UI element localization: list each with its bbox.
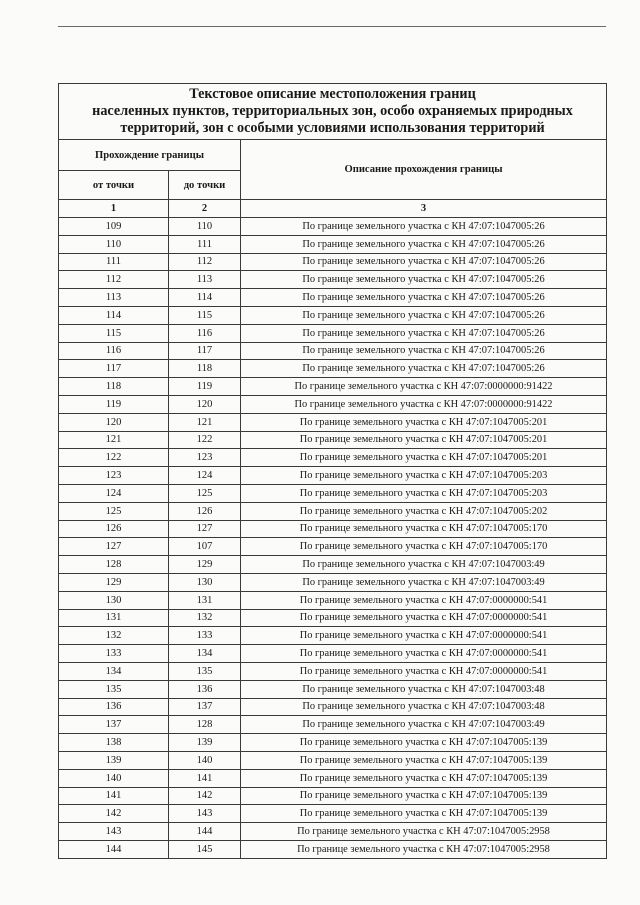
from-point-cell: 139 (59, 751, 169, 769)
to-point-cell: 143 (169, 805, 241, 823)
from-point-cell: 121 (59, 431, 169, 449)
description-cell: По границе земельного участка с КН 47:07:1047005:26 (241, 271, 607, 289)
to-point-cell: 128 (169, 716, 241, 734)
from-point-cell: 110 (59, 235, 169, 253)
description-cell: По границе земельного участка с КН 47:07:1047005:170 (241, 538, 607, 556)
table-row (59, 253, 607, 271)
to-point-cell: 111 (169, 235, 241, 253)
table-row (59, 520, 607, 538)
table-row (59, 805, 607, 823)
description-cell: По границе земельного участка с КН 47:07:1047005:139 (241, 805, 607, 823)
from-point-cell: 129 (59, 573, 169, 591)
description-cell: По границе земельного участка с КН 47:07:1047005:139 (241, 734, 607, 752)
table-title-line-2: населенных пунктов, территориальных зон, особо охраняемых природных (92, 103, 573, 119)
description-cell: По границе земельного участка с КН 47:07:1047003:49 (241, 716, 607, 734)
boundary-description-table (58, 83, 607, 859)
description-cell: По границе земельного участка с КН 47:07:1047005:2958 (241, 823, 607, 841)
description-cell: По границе земельного участка с КН 47:07:1047005:203 (241, 484, 607, 502)
description-cell: По границе земельного участка с КН 47:07:0000000:541 (241, 609, 607, 627)
from-point-cell: 112 (59, 271, 169, 289)
table-row (59, 556, 607, 574)
from-point-cell: 119 (59, 395, 169, 413)
description-cell: По границе земельного участка с КН 47:07:1047005:26 (241, 289, 607, 307)
from-point-cell: 130 (59, 591, 169, 609)
table-row (59, 573, 607, 591)
to-point-cell: 117 (169, 342, 241, 360)
description-cell: По границе земельного участка с КН 47:07:1047003:49 (241, 573, 607, 591)
table-row (59, 378, 607, 396)
table-title-line-3: территорий, зон с особыми условиями использования территорий (120, 120, 545, 136)
header-from-point: от точки (59, 171, 169, 200)
table-row (59, 467, 607, 485)
header-description: Описание прохождения границы (241, 140, 607, 200)
table-row (59, 591, 607, 609)
from-point-cell: 125 (59, 502, 169, 520)
description-cell: По границе земельного участка с КН 47:07:1047005:170 (241, 520, 607, 538)
table-row (59, 413, 607, 431)
from-point-cell: 114 (59, 306, 169, 324)
table-title-line-1: Текстовое описание местоположения границ (189, 86, 476, 102)
column-number-3: 3 (241, 200, 607, 218)
description-cell: По границе земельного участка с КН 47:07:0000000:541 (241, 645, 607, 663)
table-row (59, 680, 607, 698)
description-cell: По границе земельного участка с КН 47:07:1047005:202 (241, 502, 607, 520)
description-cell: По границе земельного участка с КН 47:07:0000000:91422 (241, 378, 607, 396)
table-row (59, 627, 607, 645)
table-row (59, 662, 607, 680)
table-row (59, 645, 607, 663)
from-point-cell: 122 (59, 449, 169, 467)
from-point-cell: 123 (59, 467, 169, 485)
description-cell: По границе земельного участка с КН 47:07:1047005:139 (241, 751, 607, 769)
table-row (59, 769, 607, 787)
from-point-cell: 140 (59, 769, 169, 787)
to-point-cell: 134 (169, 645, 241, 663)
description-cell: По границе земельного участка с КН 47:07:1047005:201 (241, 449, 607, 467)
description-cell: По границе земельного участка с КН 47:07:0000000:541 (241, 662, 607, 680)
from-point-cell: 127 (59, 538, 169, 556)
from-point-cell: 131 (59, 609, 169, 627)
table-row (59, 431, 607, 449)
to-point-cell: 131 (169, 591, 241, 609)
from-point-cell: 120 (59, 413, 169, 431)
from-point-cell: 117 (59, 360, 169, 378)
from-point-cell: 133 (59, 645, 169, 663)
header-to-point: до точки (169, 171, 241, 200)
to-point-cell: 113 (169, 271, 241, 289)
from-point-cell: 109 (59, 218, 169, 236)
table-row (59, 306, 607, 324)
to-point-cell: 123 (169, 449, 241, 467)
table-row (59, 823, 607, 841)
to-point-cell: 114 (169, 289, 241, 307)
table-row (59, 235, 607, 253)
table-row (59, 502, 607, 520)
description-cell: По границе земельного участка с КН 47:07:1047005:26 (241, 218, 607, 236)
to-point-cell: 145 (169, 840, 241, 858)
to-point-cell: 129 (169, 556, 241, 574)
to-point-cell: 118 (169, 360, 241, 378)
description-cell: По границе земельного участка с КН 47:07:1047005:2958 (241, 840, 607, 858)
description-cell: По границе земельного участка с КН 47:07:0000000:541 (241, 591, 607, 609)
to-point-cell: 116 (169, 324, 241, 342)
to-point-cell: 107 (169, 538, 241, 556)
to-point-cell: 121 (169, 413, 241, 431)
header-passage: Прохождение границы (59, 140, 241, 171)
from-point-cell: 118 (59, 378, 169, 396)
to-point-cell: 110 (169, 218, 241, 236)
table-row (59, 360, 607, 378)
from-point-cell: 135 (59, 680, 169, 698)
table-row (59, 538, 607, 556)
description-cell: По границе земельного участка с КН 47:07:1047005:26 (241, 360, 607, 378)
to-point-cell: 140 (169, 751, 241, 769)
from-point-cell: 116 (59, 342, 169, 360)
description-cell: По границе земельного участка с КН 47:07:1047005:26 (241, 235, 607, 253)
from-point-cell: 132 (59, 627, 169, 645)
description-cell: По границе земельного участка с КН 47:07:1047003:48 (241, 680, 607, 698)
to-point-cell: 142 (169, 787, 241, 805)
table-row (59, 324, 607, 342)
to-point-cell: 122 (169, 431, 241, 449)
to-point-cell: 130 (169, 573, 241, 591)
table-row (59, 218, 607, 236)
table-row (59, 716, 607, 734)
table-row (59, 787, 607, 805)
top-rule (58, 26, 606, 27)
table-row (59, 751, 607, 769)
description-cell: По границе земельного участка с КН 47:07:1047005:139 (241, 787, 607, 805)
to-point-cell: 141 (169, 769, 241, 787)
to-point-cell: 120 (169, 395, 241, 413)
from-point-cell: 128 (59, 556, 169, 574)
table-title (59, 84, 607, 140)
description-cell: По границе земельного участка с КН 47:07:1047005:201 (241, 413, 607, 431)
table-row (59, 734, 607, 752)
column-number-1: 1 (59, 200, 169, 218)
from-point-cell: 111 (59, 253, 169, 271)
from-point-cell: 141 (59, 787, 169, 805)
from-point-cell: 137 (59, 716, 169, 734)
from-point-cell: 144 (59, 840, 169, 858)
to-point-cell: 139 (169, 734, 241, 752)
from-point-cell: 124 (59, 484, 169, 502)
table-row (59, 609, 607, 627)
description-cell: По границе земельного участка с КН 47:07:1047005:203 (241, 467, 607, 485)
from-point-cell: 142 (59, 805, 169, 823)
to-point-cell: 126 (169, 502, 241, 520)
description-cell: По границе земельного участка с КН 47:07:1047003:49 (241, 556, 607, 574)
description-cell: По границе земельного участка с КН 47:07:1047005:139 (241, 769, 607, 787)
from-point-cell: 138 (59, 734, 169, 752)
description-cell: По границе земельного участка с КН 47:07:0000000:91422 (241, 395, 607, 413)
table-row (59, 449, 607, 467)
from-point-cell: 143 (59, 823, 169, 841)
description-cell: По границе земельного участка с КН 47:07:1047003:48 (241, 698, 607, 716)
description-cell: По границе земельного участка с КН 47:07:1047005:26 (241, 342, 607, 360)
to-point-cell: 124 (169, 467, 241, 485)
from-point-cell: 136 (59, 698, 169, 716)
description-cell: По границе земельного участка с КН 47:07:1047005:26 (241, 324, 607, 342)
to-point-cell: 127 (169, 520, 241, 538)
table-row (59, 342, 607, 360)
to-point-cell: 112 (169, 253, 241, 271)
to-point-cell: 133 (169, 627, 241, 645)
description-cell: По границе земельного участка с КН 47:07:1047005:201 (241, 431, 607, 449)
to-point-cell: 132 (169, 609, 241, 627)
description-cell: По границе земельного участка с КН 47:07:0000000:541 (241, 627, 607, 645)
to-point-cell: 135 (169, 662, 241, 680)
table-row (59, 698, 607, 716)
table-row (59, 395, 607, 413)
to-point-cell: 144 (169, 823, 241, 841)
table-row (59, 840, 607, 858)
description-cell: По границе земельного участка с КН 47:07:1047005:26 (241, 306, 607, 324)
to-point-cell: 125 (169, 484, 241, 502)
from-point-cell: 134 (59, 662, 169, 680)
table-row (59, 289, 607, 307)
to-point-cell: 119 (169, 378, 241, 396)
column-number-2: 2 (169, 200, 241, 218)
from-point-cell: 126 (59, 520, 169, 538)
table-row (59, 484, 607, 502)
to-point-cell: 115 (169, 306, 241, 324)
to-point-cell: 137 (169, 698, 241, 716)
from-point-cell: 113 (59, 289, 169, 307)
table-row (59, 271, 607, 289)
from-point-cell: 115 (59, 324, 169, 342)
description-cell: По границе земельного участка с КН 47:07:1047005:26 (241, 253, 607, 271)
to-point-cell: 136 (169, 680, 241, 698)
